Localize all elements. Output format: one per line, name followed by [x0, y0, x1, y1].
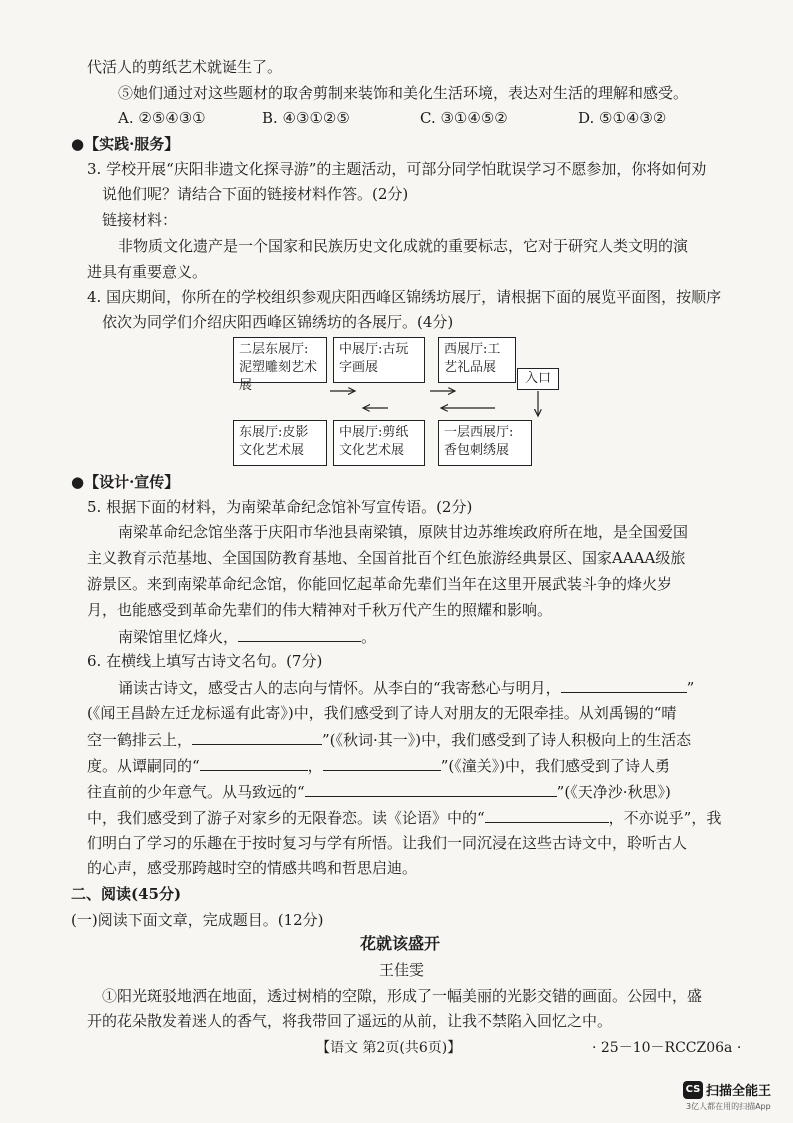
- question-5: 5. 根据下面的材料，为南梁革命纪念馆补写宣传语。(2分): [87, 498, 473, 516]
- answer-blank[interactable]: [238, 626, 361, 642]
- article-author: 王佳雯: [379, 961, 425, 979]
- material-text: 游景区。来到南梁革命纪念馆，你能回忆起革命先辈们当年在这里开展武装斗争的烽火岁: [87, 575, 673, 593]
- answer-blank[interactable]: [200, 755, 308, 771]
- section-heading-reading: 二、阅读(45分): [71, 885, 182, 903]
- text-span: ”(《天净沙·秋思》): [556, 783, 671, 801]
- text-span: ”(《潼关》)中，我们感受到了诗人勇: [440, 757, 671, 775]
- text-span: 空一鹤排云上，: [87, 731, 193, 749]
- scanner-app-slogan: 3亿人都在用的扫描App: [686, 1102, 771, 1111]
- section-heading-design: ●【设计·宣传】: [71, 473, 180, 491]
- hall-box: 二层东展厅:泥塑雕刻艺术展: [233, 337, 327, 383]
- hall-box: 东展厅:皮影文化艺术展: [233, 420, 327, 466]
- question-3: 3. 学校开展“庆阳非遗文化探寻游”的主题活动，可部分同学怕耽误学习不愿参加，你将如何劝: [87, 160, 707, 178]
- poem-line: 的心声，感受那跨越时空的情感共鸣和哲思启迪。: [87, 859, 418, 877]
- slogan-suffix: 。: [361, 628, 377, 646]
- answer-blank[interactable]: [561, 677, 687, 693]
- answer-blank[interactable]: [323, 755, 441, 771]
- material-text: 南梁革命纪念馆坐落于庆阳市华池县南梁镇，原陕甘边苏维埃政府所在地，是全国爱国: [118, 523, 689, 541]
- option-d: D. ⑤①④③②: [578, 109, 667, 127]
- poem-line: [87, 729, 691, 750]
- text-span: ，: [307, 757, 323, 775]
- section-heading-practice: ●【实践·服务】: [71, 135, 180, 153]
- text-span: ，不亦说乎”，我: [608, 809, 722, 827]
- question-6: 6. 在横线上填写古诗文名句。(7分): [87, 652, 323, 670]
- option-a: A. ②⑤④③①: [118, 109, 206, 127]
- page-footer: 【语文 第2页(共6页)】: [316, 1040, 462, 1056]
- text-line: 代活人的剪纸艺术就诞生了。: [87, 58, 283, 76]
- option-b: B. ④③①②⑤: [262, 109, 350, 127]
- poem-line: [118, 677, 694, 698]
- text-line: 说他们呢？请结合下面的链接材料作答。(2分): [102, 185, 409, 203]
- text-span: 诵读古诗文，感受古人的志向与情怀。从李白的“我寄愁心与明月，: [118, 679, 561, 697]
- entrance-box: 入口: [517, 368, 559, 390]
- answer-blank[interactable]: [305, 781, 557, 797]
- article-title: 花就该盛开: [360, 934, 441, 953]
- hall-box: 西展厅:工艺礼品展: [438, 337, 516, 383]
- question-4: 4. 国庆期间，你所在的学校组织参观庆阳西峰区锦绣坊展厅，请根据下面的展览平面图，按顺序: [87, 288, 722, 306]
- reading-instruction: (一)阅读下面文章，完成题目。(12分): [71, 911, 324, 929]
- text-span: ”(《秋词·其一》)中，我们感受到了诗人积极向上的生活态: [322, 731, 692, 749]
- hall-box: 一层西展厅:香包刺绣展: [438, 420, 532, 466]
- flow-arrows: [225, 330, 565, 475]
- article-paragraph: ①阳光斑驳地洒在地面，透过树梢的空隙，形成了一幅美丽的光影交错的画面。公园中，盛: [102, 987, 703, 1005]
- article-paragraph: 开的花朵散发着迷人的香气，将我带回了遥远的从前，让我不禁陷入回忆之中。: [87, 1012, 613, 1030]
- scanner-logo-icon: CS: [683, 1081, 703, 1099]
- text-line: 依次为同学们介绍庆阳西峰区锦绣坊的各展厅。(4分): [102, 313, 454, 331]
- option-c: C. ③①④⑤②: [420, 109, 508, 127]
- text-span: 度。从谭嗣同的“: [87, 757, 200, 775]
- poem-line: [87, 807, 721, 828]
- scanner-app-name: 扫描全能王: [706, 1084, 772, 1099]
- text-span: 往直前的少年意气。从马致远的“: [87, 783, 305, 801]
- text-span: 中，我们感受到了游子对家乡的无限眷恋。读《论语》中的“: [87, 809, 485, 827]
- hall-box: 中展厅:古玩字画展: [333, 337, 425, 383]
- text-line: 进具有重要意义。: [87, 263, 208, 281]
- text-line: ⑤她们通过对这些题材的取舍剪制来装饰和美化生活环境，表达对生活的理解和感受。: [118, 84, 689, 102]
- hall-box: 中展厅:剪纸文化艺术展: [333, 420, 425, 466]
- poem-line: [87, 755, 670, 776]
- answer-blank[interactable]: [192, 729, 322, 745]
- answer-blank[interactable]: [485, 807, 609, 823]
- material-text: 月，也能感受到革命先辈们的伟大精神对千秋万代产生的照耀和影响。: [87, 601, 553, 619]
- poem-line: (《闻王昌龄左迁龙标遥有此寄》)中，我们感受到了诗人对朋友的无限牵挂。从刘禹锡的“晴: [87, 704, 677, 722]
- poem-line: [87, 781, 671, 802]
- paper-code: · 25－10－RCCZ06a ·: [592, 1040, 742, 1056]
- text-line: 链接材料：: [102, 211, 178, 229]
- text-span: ”: [686, 679, 695, 697]
- slogan-line: [118, 626, 376, 647]
- slogan-prefix: 南梁馆里忆烽火，: [118, 628, 239, 646]
- poem-line: 们明白了学习的乐趣在于按时复习与学有所悟。让我们一同沉浸在这些古诗文中，聆听古人: [87, 834, 688, 852]
- material-text: 主义教育示范基地、全国国防教育基地、全国首批百个红色旅游经典景区、国家AAAA级旅: [87, 549, 686, 567]
- link-material: 非物质文化遗产是一个国家和民族历史文化成就的重要标志，它对于研究人类文明的演: [118, 237, 689, 255]
